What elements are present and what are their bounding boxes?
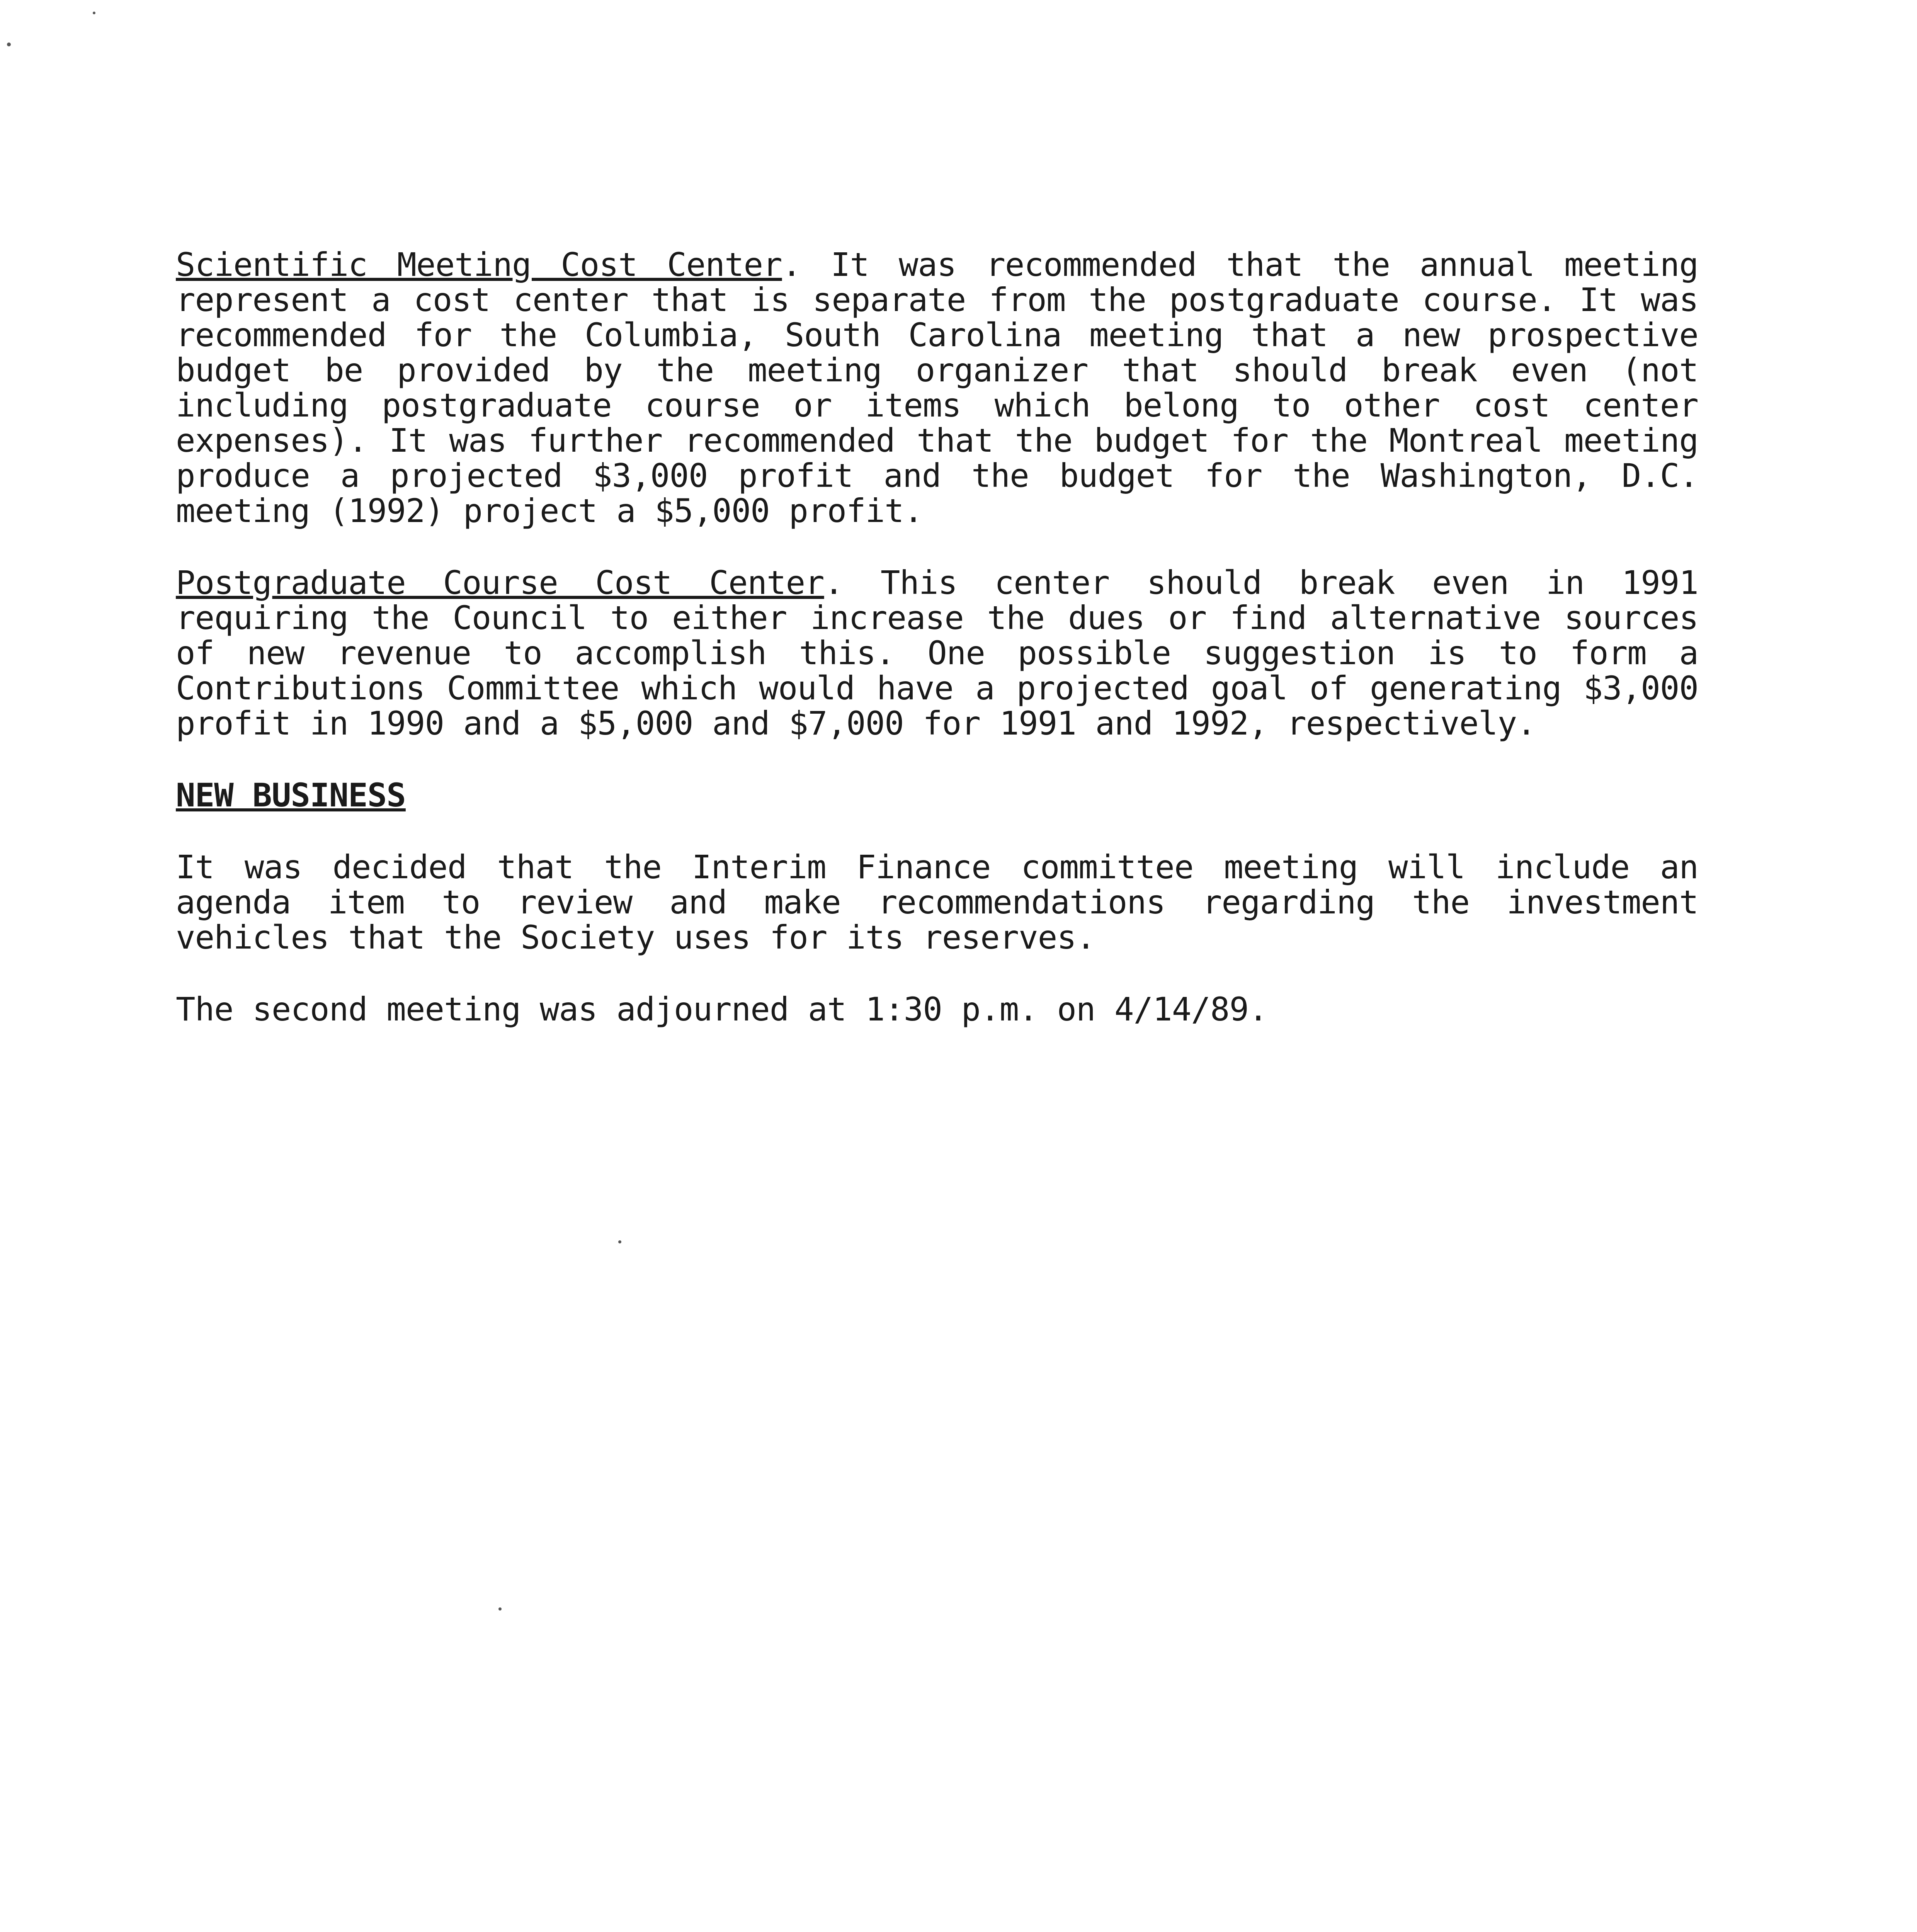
postgraduate-course-paragraph	[176, 565, 1698, 741]
scan-speck	[498, 1607, 502, 1611]
scan-speck	[93, 12, 95, 14]
closing-line: The second meeting was adjourned at 1:30 p.m. on 4/14/89.	[176, 990, 1268, 1028]
postgraduate-course-heading: Postgraduate Course Cost Center	[176, 564, 824, 602]
postgraduate-course-text: . This center should break even in 1991 requiring the Council to either increase the dues or find alternative sources of new revenue to accomplish this. One possible suggestion is to form a Contributions Committee which would have a projected goal of generating $3,000 profit in 1990 and a $5,000 and $7,000 for 1991 and 1992, respectively.	[176, 564, 1698, 742]
new-business-title: NEW BUSINESS	[176, 776, 406, 814]
document-body	[176, 247, 1698, 1064]
scientific-meeting-paragraph	[176, 247, 1698, 529]
scan-speck	[618, 1240, 621, 1243]
new-business-paragraph: It was decided that the Interim Finance committee meeting will include an agenda item to review and make recommendations regarding the investment vehicles that the Society uses for its reserves.	[176, 848, 1698, 956]
scientific-meeting-heading: Scientific Meeting Cost Center	[176, 246, 782, 284]
scan-speck	[7, 43, 11, 46]
scientific-meeting-text: . It was recommended that the annual meeting represent a cost center that is separate from the postgraduate course. It was recommended for the Columbia, South Carolina meeting that a new prospective budget be provided by the meeting organizer that should break even (not including postgraduate course or items which belong to other cost center expenses). It was further recommended that the budget for the Montreal meeting produce a projected $3,000 profit and the budget for the Washington, D.C. meeting (1992) project a $5,000 profit.	[176, 246, 1698, 530]
